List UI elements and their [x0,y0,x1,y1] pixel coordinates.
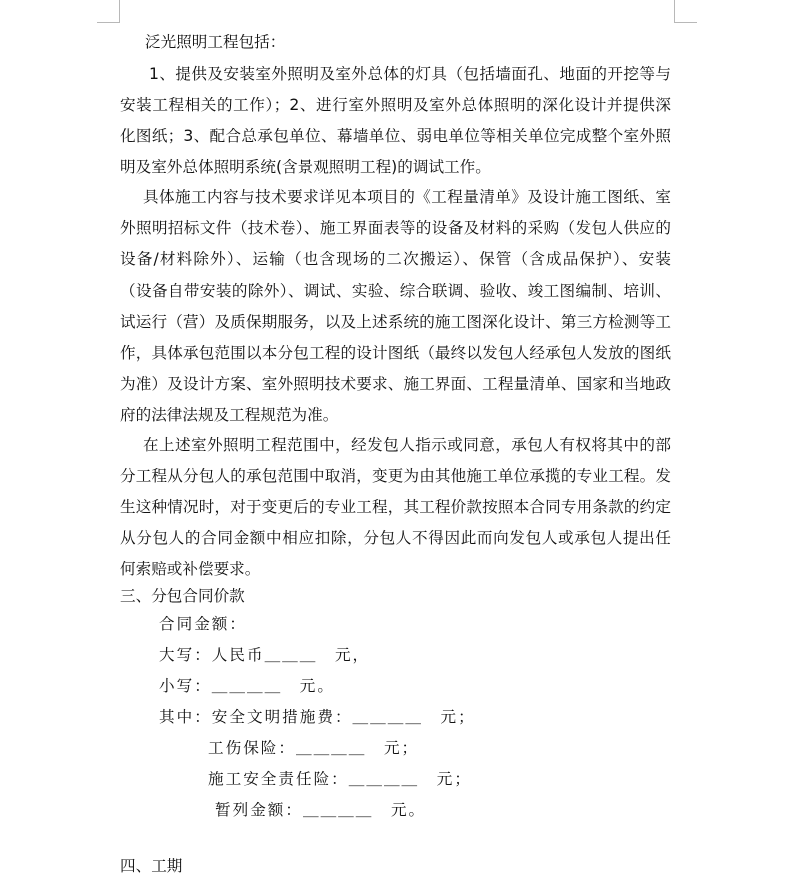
provisional-sum-line: 暂列金额：＿＿＿＿ 元。 [215,801,427,819]
para2-line: （设备自带安装的除外）、调试、实验、综合联调、验收、竣工图编制、培训、 [120,282,671,300]
amount-in-figures-line: 小写：＿＿＿＿ 元。 [159,677,335,695]
para1-line: 1、提供及安装室外照明及室外总体的灯具（包括墙面孔、地面的开挖等与 [149,65,671,83]
para3-line: 生这种情况时，对于变更后的专业工程，其工程价款按照本合同专用条款的约定 [120,498,671,516]
intro-heading: 泛光照明工程包括： [145,33,286,51]
para3-line: 何索赔或补偿要求。 [120,560,261,578]
para2-line: 作，具体承包范围以本分包工程的设计图纸（最终以发包人经承包人发放的图纸 [120,344,671,362]
para1-line: 安装工程相关的工作）；2、进行室外照明及室外总体照明的深化设计并提供深 [120,96,671,114]
para2-line: 府的法律法规及工程规范为准。 [120,406,339,424]
section-4-title: 四、工期 [120,857,183,875]
contract-amount-label: 合同金额： [159,615,247,633]
top-left-margin-mark [97,0,120,23]
para2-line: 具体施工内容与技术要求详见本项目的《工程量清单》及设计施工图纸、室 [143,188,671,206]
para3-line: 从分包人的合同金额中相应扣除，分包人不得因此而向发包人或承包人提出任 [120,529,671,547]
para3-line: 分工程从分包人的承包范围中取消，变更为由其他施工单位承揽的专业工程。发 [120,467,671,485]
para2-line: 试运行（营）及质保期服务，以及上述系统的施工图深化设计、第三方检测等工 [120,313,671,331]
top-right-margin-mark [674,0,697,23]
para2-line: 为准）及设计方案、室外照明技术要求、施工界面、工程量清单、国家和当地政 [120,375,671,393]
safety-measures-fee-line: 其中：安全文明措施费：＿＿＿＿ 元； [159,708,476,726]
para3-line: 在上述室外照明工程范围中，经发包人指示或同意，承包人有权将其中的部 [143,436,671,454]
injury-insurance-line: 工伤保险：＿＿＿＿ 元； [208,739,420,757]
para2-line: 设备/材料除外）、运输（也含现场的二次搬运）、保管（含成品保护）、安装 [120,250,671,268]
section-3-title: 三、分包合同价款 [120,587,245,605]
amount-in-words-line: 大写：人民币＿＿＿ 元， [159,646,371,664]
safety-liability-insurance-line: 施工安全责任险：＿＿＿＿ 元； [208,770,472,788]
para1-line: 化图纸；3、配合总承包单位、幕墙单位、弱电单位等相关单位完成整个室外照 [120,127,671,145]
para1-line: 明及室外总体照明系统(含景观照明工程)的调试工作。 [120,158,491,176]
para2-line: 外照明招标文件（技术卷）、施工界面表等的设备及材料的采购（发包人供应的 [120,219,671,237]
